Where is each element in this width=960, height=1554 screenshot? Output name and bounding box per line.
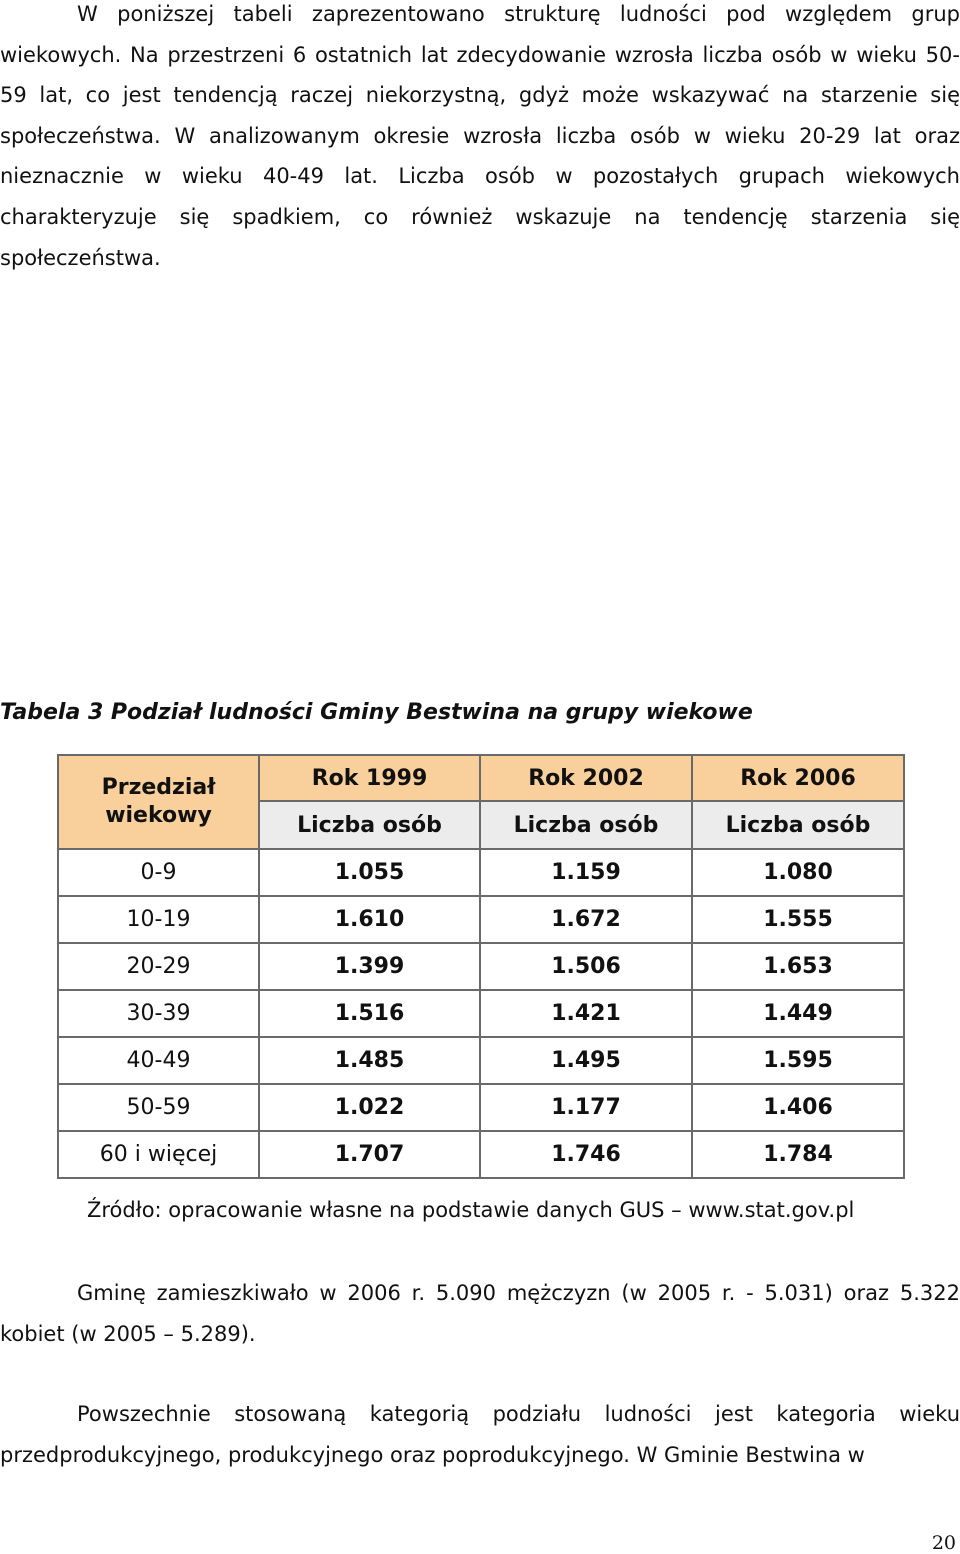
value-cell: 1.399 bbox=[259, 943, 480, 990]
value-cell: 1.421 bbox=[480, 990, 692, 1037]
value-cell: 1.707 bbox=[259, 1131, 480, 1178]
age-groups-table bbox=[57, 754, 905, 1179]
age-range-header: Przedział wiekowy bbox=[58, 755, 259, 849]
age-range-cell: 30-39 bbox=[58, 990, 259, 1037]
value-cell: 1.672 bbox=[480, 896, 692, 943]
table-row bbox=[58, 896, 904, 943]
age-range-cell: 0-9 bbox=[58, 849, 259, 896]
page-number: 20 bbox=[931, 1532, 956, 1554]
age-range-cell: 60 i więcej bbox=[58, 1131, 259, 1178]
table-row bbox=[58, 1084, 904, 1131]
age-category-paragraph: Powszechnie stosowaną kategorią podziału ludności jest kategoria wieku przedprodukcyjnego, produkcyjnego oraz poprodukcyjnego. W Gminie Bestwina w bbox=[0, 1402, 960, 1467]
value-cell: 1.080 bbox=[692, 849, 904, 896]
year-header-2002: Rok 2002 bbox=[480, 755, 692, 801]
table-row bbox=[58, 943, 904, 990]
value-cell: 1.159 bbox=[480, 849, 692, 896]
value-cell: 1.610 bbox=[259, 896, 480, 943]
population-paragraph: Gminę zamieszkiwało w 2006 r. 5.090 mężczyzn (w 2005 r. - 5.031) oraz 5.322 kobiet (w 2005 – 5.289). bbox=[0, 1281, 960, 1346]
value-cell: 1.555 bbox=[692, 896, 904, 943]
table-caption: Tabela 3 Podział ludności Gminy Bestwina na grupy wiekowe bbox=[0, 700, 753, 725]
count-header-2002: Liczba osób bbox=[480, 801, 692, 849]
value-cell: 1.784 bbox=[692, 1131, 904, 1178]
age-range-cell: 40-49 bbox=[58, 1037, 259, 1084]
table-row bbox=[58, 990, 904, 1037]
intro-paragraph: W poniższej tabeli zaprezentowano strukturę ludności pod względem grup wiekowych. Na przestrzeni 6 ostatnich lat zdecydowanie wzrosła liczba osób w wieku 50-59 lat, co jest tendencją raczej niekorzystną, gdyż może wskazywać na starzenie się społeczeństwa. W analizowanym okresie wzrosła liczba osób w wieku 20-29 lat oraz nieznacznie w wieku 40-49 lat. Liczba osób w pozostałych grupach wiekowych charakteryzuje się spadkiem, co również wskazuje na tendencję starzenia się społeczeństwa. bbox=[0, 2, 960, 270]
count-header-2006: Liczba osób bbox=[692, 801, 904, 849]
age-range-cell: 20-29 bbox=[58, 943, 259, 990]
value-cell: 1.022 bbox=[259, 1084, 480, 1131]
value-cell: 1.055 bbox=[259, 849, 480, 896]
value-cell: 1.595 bbox=[692, 1037, 904, 1084]
value-cell: 1.406 bbox=[692, 1084, 904, 1131]
value-cell: 1.495 bbox=[480, 1037, 692, 1084]
value-cell: 1.485 bbox=[259, 1037, 480, 1084]
value-cell: 1.449 bbox=[692, 990, 904, 1037]
value-cell: 1.177 bbox=[480, 1084, 692, 1131]
table-row bbox=[58, 1037, 904, 1084]
value-cell: 1.746 bbox=[480, 1131, 692, 1178]
table-source-note: Źródło: opracowanie własne na podstawie danych GUS – www.stat.gov.pl bbox=[87, 1198, 855, 1222]
age-range-cell: 10-19 bbox=[58, 896, 259, 943]
age-range-cell: 50-59 bbox=[58, 1084, 259, 1131]
value-cell: 1.516 bbox=[259, 990, 480, 1037]
year-header-2006: Rok 2006 bbox=[692, 755, 904, 801]
table-row bbox=[58, 849, 904, 896]
table-row bbox=[58, 1131, 904, 1178]
count-header-1999: Liczba osób bbox=[259, 801, 480, 849]
value-cell: 1.653 bbox=[692, 943, 904, 990]
value-cell: 1.506 bbox=[480, 943, 692, 990]
year-header-1999: Rok 1999 bbox=[259, 755, 480, 801]
